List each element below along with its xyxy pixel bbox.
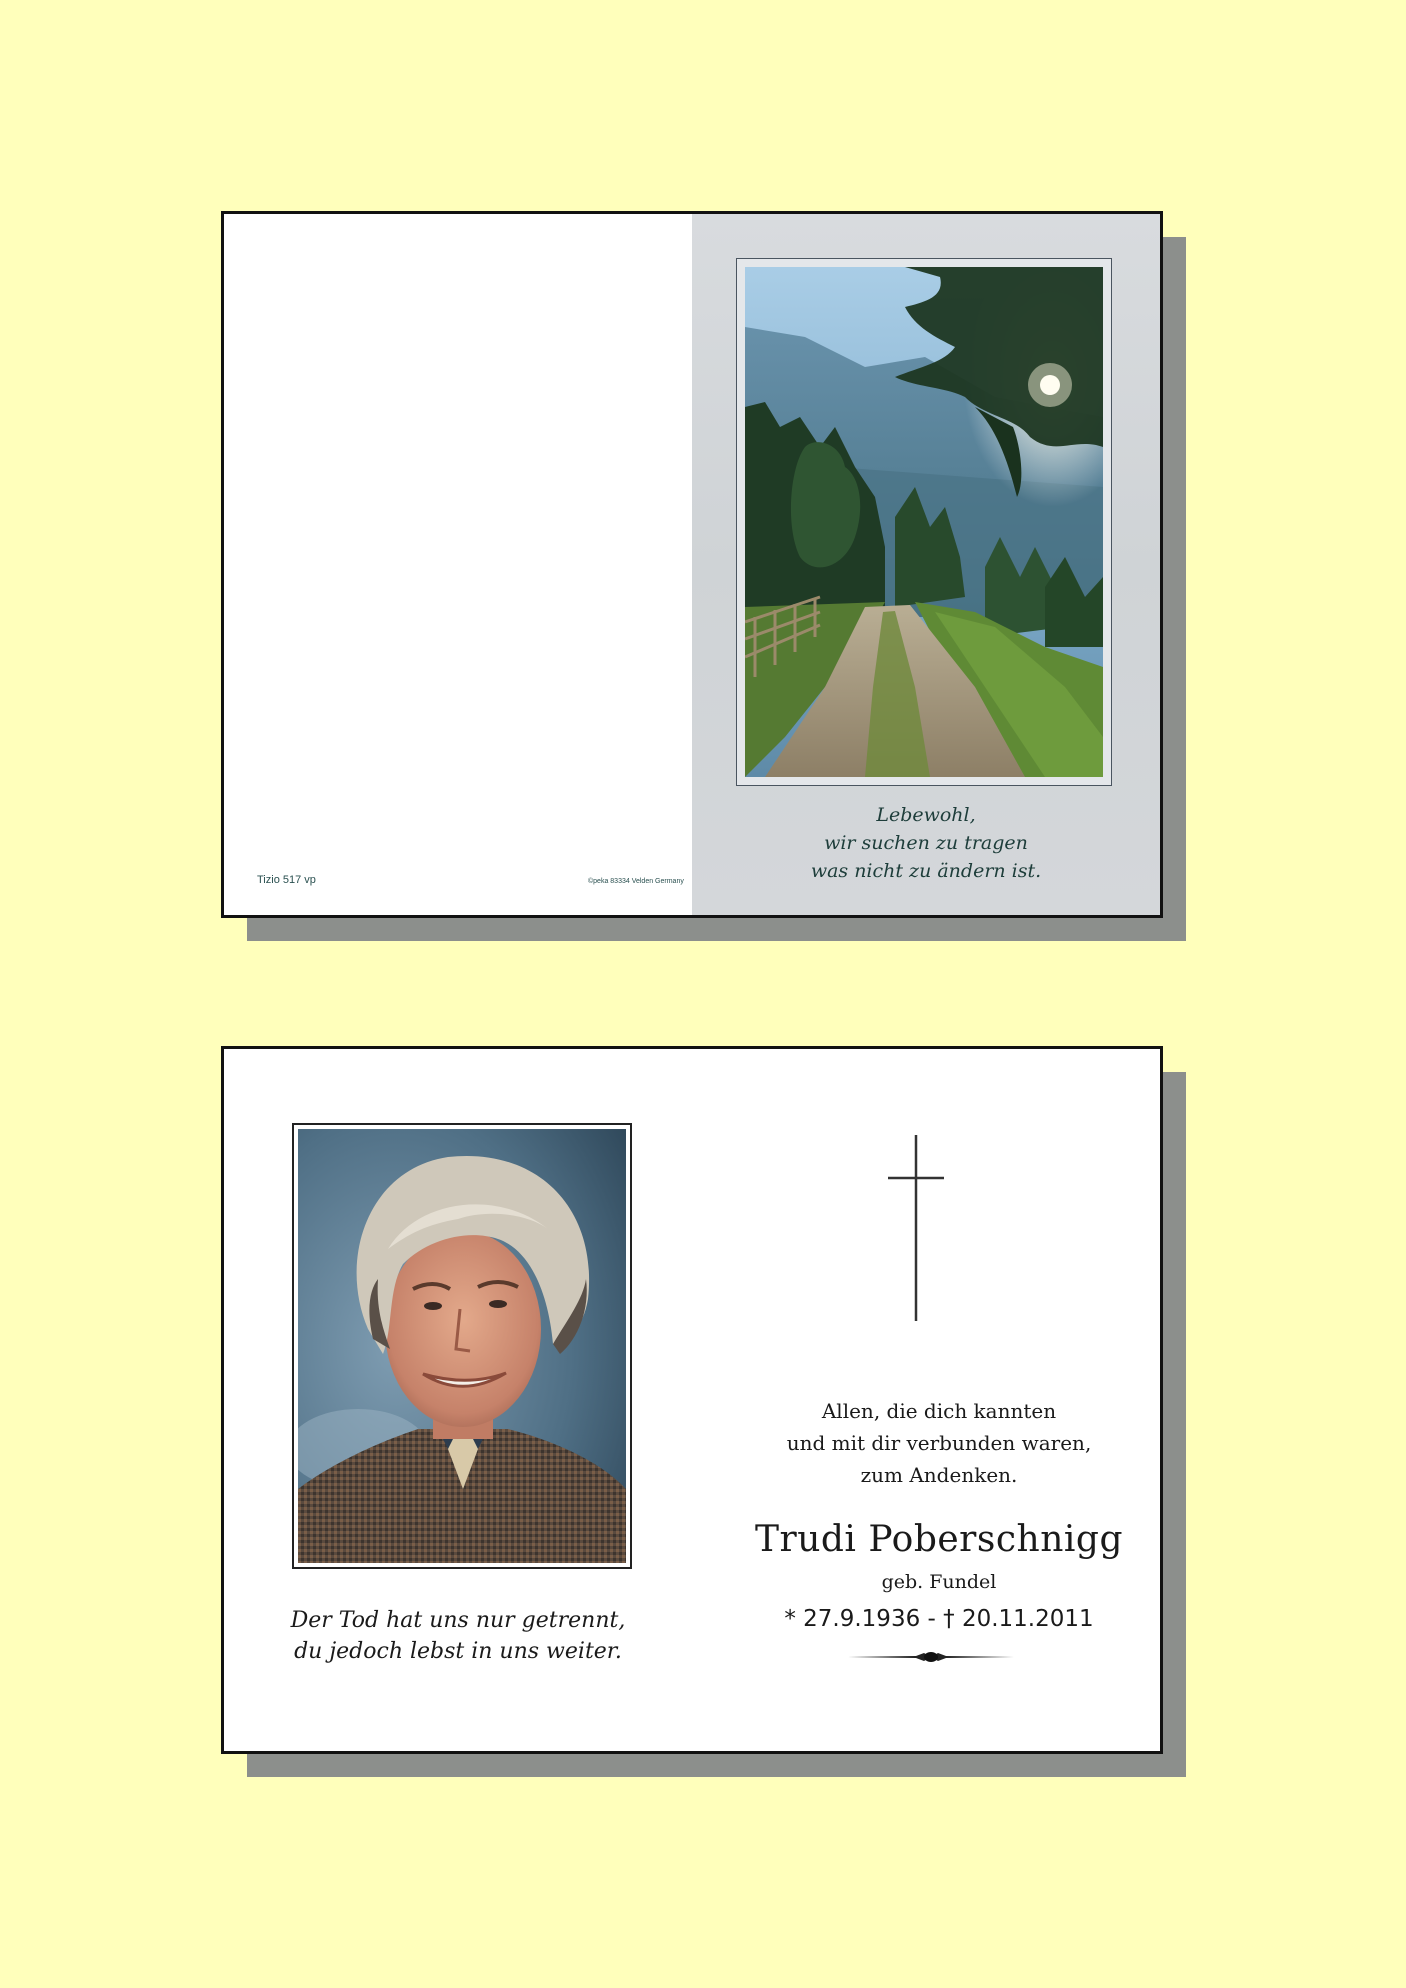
dedication-line: Allen, die dich kannten bbox=[821, 1399, 1057, 1423]
life-dates: * 27.9.1936 - † 20.11.2011 bbox=[784, 1606, 1094, 1632]
farewell-verse bbox=[692, 801, 1160, 885]
birth-name: geb. Fundel bbox=[881, 1571, 997, 1593]
verse-line: wir suchen zu tragen bbox=[824, 832, 1028, 854]
cross-icon bbox=[886, 1135, 946, 1325]
product-code: Tizio 517 vp bbox=[257, 874, 316, 886]
portrait-photo bbox=[298, 1129, 626, 1563]
ornament-divider-icon bbox=[846, 1649, 1016, 1665]
memorial-card-inside bbox=[221, 1046, 1163, 1754]
dedication-text bbox=[724, 1395, 1154, 1491]
landscape-photo-frame bbox=[736, 258, 1112, 786]
deceased-name: Trudi Poberschnigg bbox=[754, 1519, 1123, 1560]
verse-line: was nicht zu ändern ist. bbox=[810, 860, 1042, 882]
memorial-quote bbox=[244, 1605, 672, 1667]
dedication-line: und mit dir verbunden waren, bbox=[786, 1431, 1092, 1455]
dedication-line: zum Andenken. bbox=[860, 1463, 1018, 1487]
quote-line: du jedoch lebst in uns weiter. bbox=[294, 1639, 622, 1664]
portrait-frame bbox=[292, 1123, 632, 1569]
publisher-mark: ©peka 83334 Velden Germany bbox=[588, 878, 684, 885]
quote-line: Der Tod hat uns nur getrennt, bbox=[290, 1608, 626, 1633]
verse-line: Lebewohl, bbox=[876, 804, 976, 826]
forest-path-image bbox=[745, 267, 1103, 777]
silver-panel bbox=[692, 214, 1160, 915]
memorial-card-cover bbox=[221, 211, 1163, 918]
